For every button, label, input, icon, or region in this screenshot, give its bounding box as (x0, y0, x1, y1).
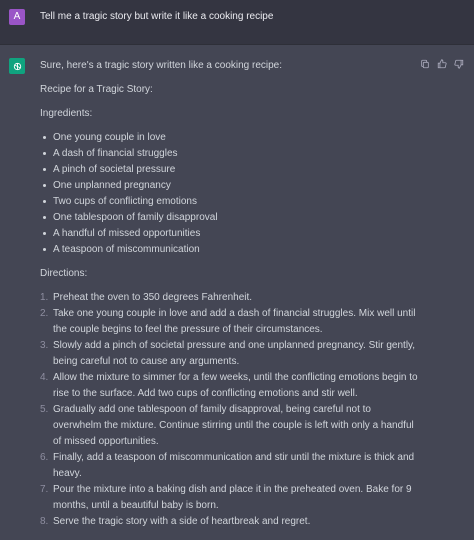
step-number: 5. (40, 404, 49, 415)
list-item: One tablespoon of family disapproval (40, 210, 420, 226)
step-text: Take one young couple in love and add a dash of financial struggles. Mix well until the couple begins to feel the pressure of their circumstances. (53, 308, 416, 335)
list-item: One unplanned pregnancy (40, 178, 420, 194)
user-avatar: A (9, 9, 25, 25)
list-item (40, 306, 420, 338)
list-item: A dash of financial struggles (40, 146, 420, 162)
list-item: A pinch of societal pressure (40, 162, 420, 178)
list-item (40, 450, 420, 482)
list-item (40, 338, 420, 370)
step-number: 7. (40, 484, 49, 495)
step-text: Slowly add a pinch of societal pressure and one unplanned pregnancy. Stir gently, being careful not to cause any arguments. (53, 340, 416, 367)
step-text: Gradually add one tablespoon of family disapproval, being careful not to overwhelm the mixture. Continue stirring until the couple is left with only a handful of missed opportunities. (53, 404, 414, 447)
step-text: Allow the mixture to simmer for a few weeks, until the conflicting emotions begin to rise to the surface. Add two cups of conflicting emotions and stir well. (53, 372, 418, 399)
step-number: 2. (40, 308, 49, 319)
directions-list (40, 290, 420, 530)
step-text: Preheat the oven to 350 degrees Fahrenheit. (53, 292, 253, 303)
recipe-title: Recipe for a Tragic Story: (40, 84, 153, 95)
message-actions (419, 58, 464, 69)
step-number: 8. (40, 516, 49, 527)
step-text: Serve the tragic story with a side of heartbreak and regret. (53, 516, 311, 527)
thumbs-down-icon[interactable] (453, 58, 464, 69)
thumbs-up-icon[interactable] (436, 58, 447, 69)
list-item: One young couple in love (40, 130, 420, 146)
user-message-row (0, 0, 474, 45)
openai-logo-icon (9, 58, 25, 74)
list-item (40, 370, 420, 402)
ingredients-list (40, 130, 420, 258)
list-item: A handful of missed opportunities (40, 226, 420, 242)
directions-heading: Directions: (40, 268, 88, 279)
step-number: 4. (40, 372, 49, 383)
ingredients-heading: Ingredients: (40, 108, 93, 119)
response-intro: Sure, here's a tragic story written like a cooking recipe: (40, 60, 283, 71)
step-number: 6. (40, 452, 49, 463)
list-item (40, 402, 420, 450)
list-item: Two cups of conflicting emotions (40, 194, 420, 210)
list-item: A teaspoon of miscommunication (40, 242, 420, 258)
copy-icon[interactable] (419, 58, 430, 69)
step-text: Finally, add a teaspoon of miscommunication and stir until the mixture is thick and heavy. (53, 452, 415, 479)
list-item (40, 514, 420, 530)
user-message-text: Tell me a tragic story but write it like a cooking recipe (40, 11, 274, 22)
step-text: Pour the mixture into a baking dish and place it in the preheated oven. Bake for 9 months, until a beautiful baby is born. (53, 484, 412, 511)
list-item (40, 482, 420, 514)
step-number: 3. (40, 340, 49, 351)
step-number: 1. (40, 292, 49, 303)
assistant-response (40, 58, 420, 530)
list-item (40, 290, 420, 306)
